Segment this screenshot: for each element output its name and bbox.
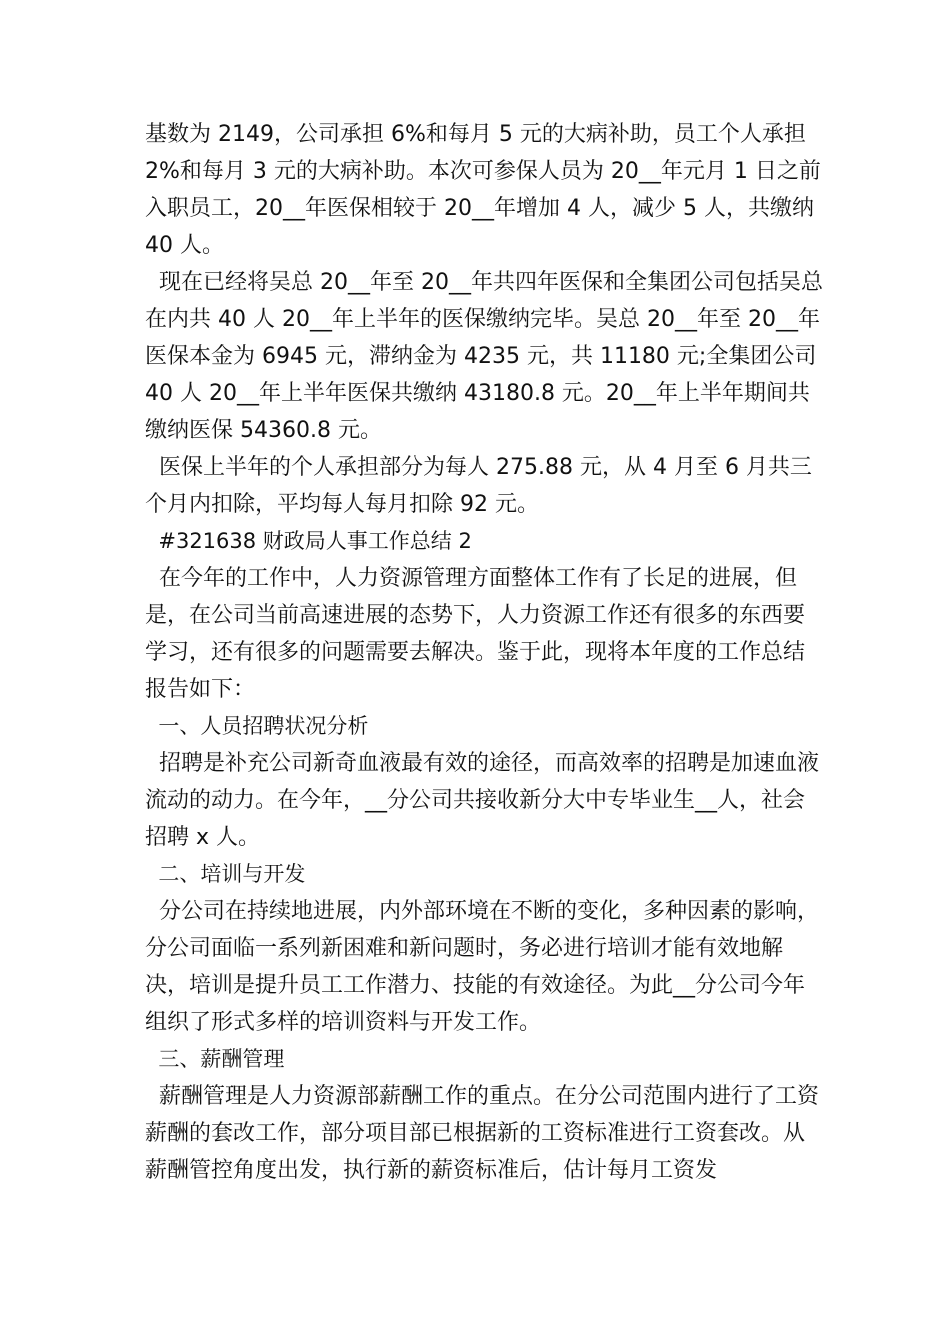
paragraph-insurance-payment: 现在已经将吴总 20__年至 20__年共四年医保和全集团公司包括吴总在内共 40 人 20__年上半年的医保缴纳完毕。吴总 20__年至 20__年医保本金为 6945 元，滞纳金为 4235 元，共 11180 元;全集团公司 40 人 20__年上半年医保共缴纳 43180.8 元。20__年上半年期间共缴纳医保 54360.8 元。 [145,270,824,443]
paragraph-recruitment: 招聘是补充公司新奇血液最有效的途径，而高效率的招聘是加速血液流动的动力。在今年，__分公司共接收新分大中专毕业生__人，社会招聘 x 人。 [145,751,820,850]
paragraph-training: 分公司在持续地进展，内外部环境在不断的变化，多种因素的影响，分公司面临一系列新困难和新问题时，务必进行培训才能有效地解决，培训是提升员工工作潜力、技能的有效途径。为此__分公司今年组织了形式多样的培训资料与开发工作。 [145,899,820,1035]
heading-compensation: 三、薪酬管理 [145,1047,285,1071]
paragraph-personal-share: 医保上半年的个人承担部分为每人 275.88 元，从 4 月至 6 月共三个月内扣除，平均每人每月扣除 92 元。 [145,455,812,517]
paragraph-insurance-base: 基数为 2149，公司承担 6%和每月 5 元的大病补助，员工个人承担 2%和每月 3 元的大病补助。本次可参保人员为 20__年元月 1 日之前入职员工，20__年医保相较于 20__年增加 4 人，减少 5 人，共缴纳 40 人。 [145,122,821,258]
heading-recruitment: 一、人员招聘状况分析 [145,714,369,738]
paragraph-compensation: 薪酬管理是人力资源部薪酬工作的重点。在分公司范围内进行了工资薪酬的套改工作，部分项目部已根据新的工资标准进行工资套改。从薪酬管控角度出发，执行新的薪资标准后，估计每月工资发 [145,1084,820,1183]
document-body [145,116,825,1189]
paragraph-intro: 在今年的工作中，人力资源管理方面整体工作有了长足的进展，但是，在公司当前高速进展的态势下，人力资源工作还有很多的东西要学习，还有很多的问题需要去解决。鉴于此，现将本年度的工作总结报告如下： [145,566,806,702]
heading-training: 二、培训与开发 [145,862,306,886]
section-title-summary-2: #321638 财政局人事工作总结 2 [145,529,472,553]
